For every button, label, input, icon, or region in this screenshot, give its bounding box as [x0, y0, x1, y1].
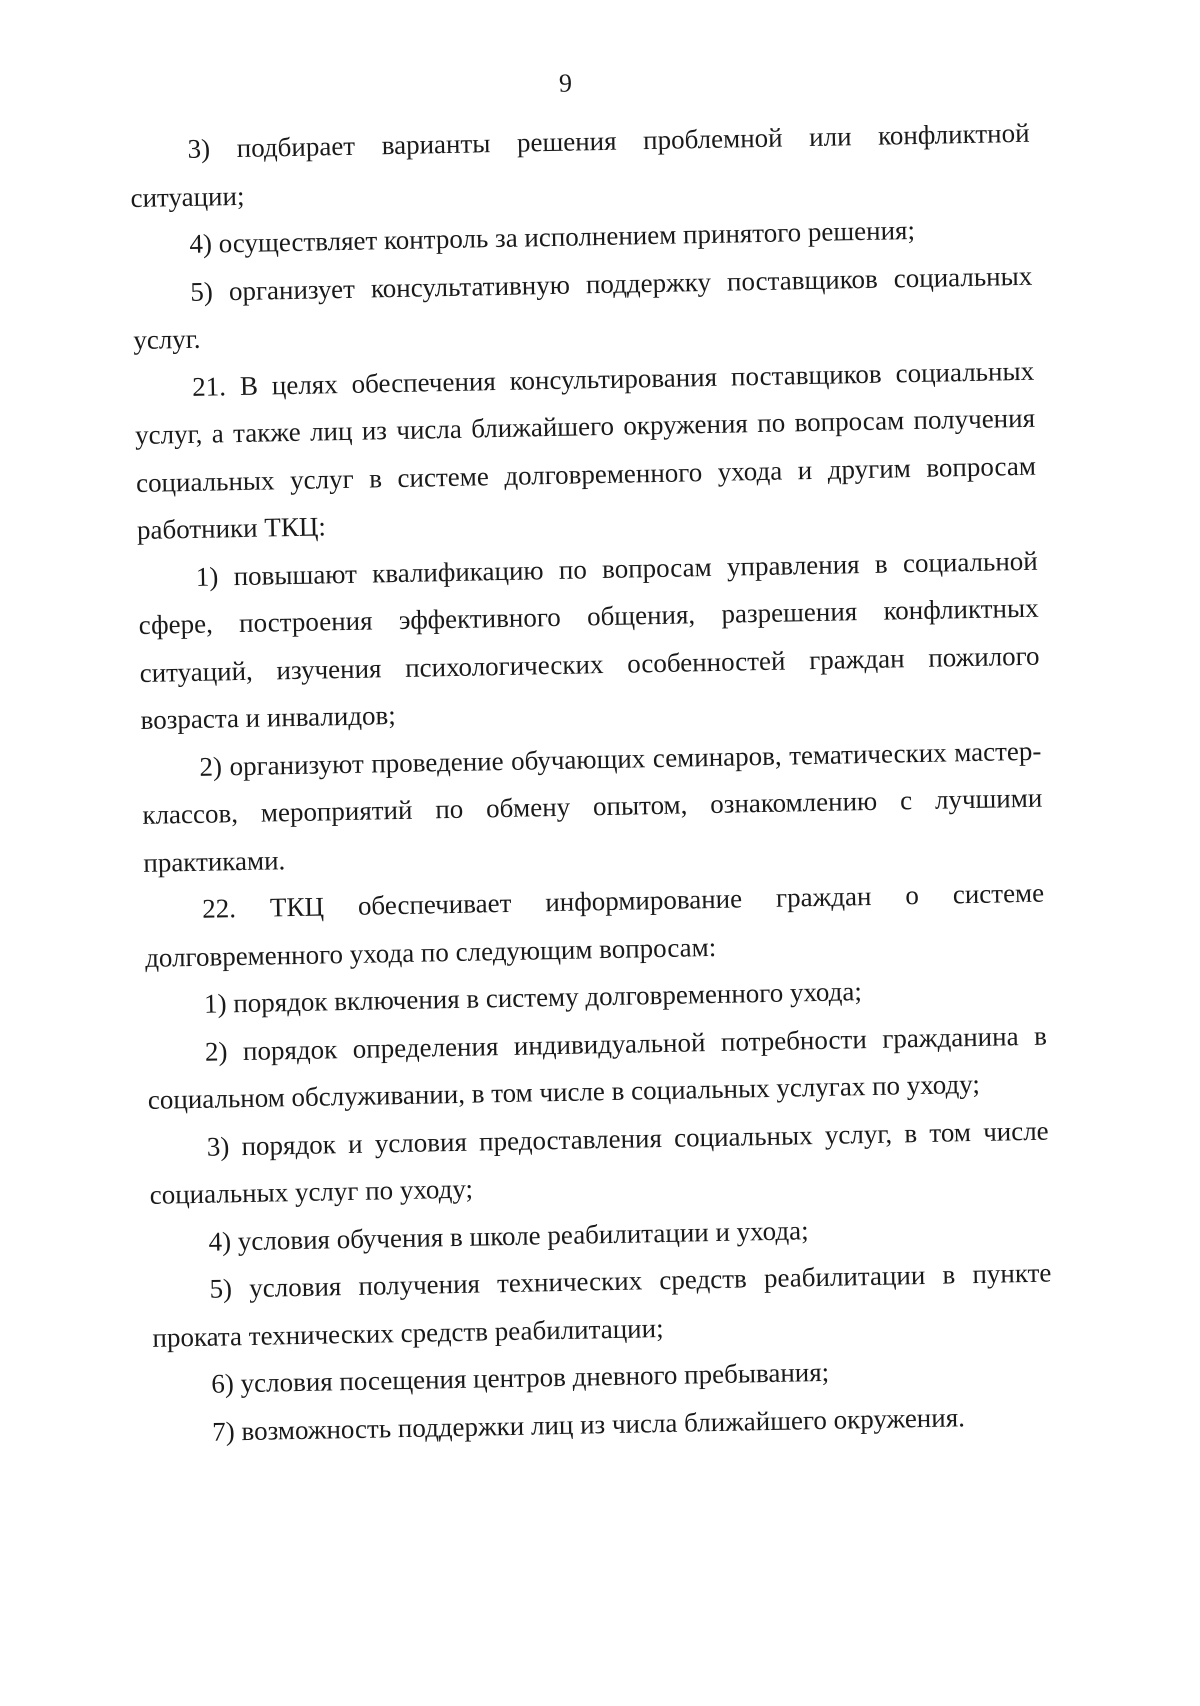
page-number: 9 — [558, 68, 573, 98]
paragraph-item-3: 3) подбирает варианты решения проблемной или конфликтной ситуации; — [130, 117, 1030, 213]
paragraph-clause-22-item-7: 7) возможность поддержки лиц из числа ближайшего окружения. — [211, 1401, 966, 1447]
paragraph-item-5: 5) организует консультативную поддержку поставщиков социальных услуг. — [133, 260, 1033, 356]
paragraph-clause-22-item-1: 1) порядок включения в систему долговременного ухода; — [203, 976, 863, 1019]
document-body — [129, 110, 1054, 1457]
paragraph-clause-21: 21. В целях обеспечения консультирования поставщиков социальных услуг, а также лиц из числа ближайшего окружения по вопросам получения социальных услуг в системе долговременного ухода и другим вопросам работники ТКЦ: — [134, 355, 1037, 545]
paragraph-clause-22-item-6: 6) условия посещения центров дневного пребывания; — [211, 1356, 830, 1399]
paragraph-clause-22: 22. ТКЦ обеспечивает информирование граждан о системе долговременного ухода по следующим вопросам: — [144, 877, 1045, 973]
paragraph-clause-22-item-4: 4) условия обучения в школе реабилитации и ухода; — [208, 1214, 809, 1257]
paragraph-clause-21-item-1: 1) повышают квалификацию по вопросам управления в социальной сфере, построения эффективного общения, разрешения конфликтных ситуаций, изучения психологических особенностей граждан пожилого возраста и инвалидов; — [138, 545, 1040, 735]
paragraph-item-4: 4) осуществляет контроль за исполнением принятого решения; — [189, 214, 916, 259]
paragraph-clause-21-item-2: 2) организуют проведение обучающих семинаров, тематических мастер-классов, мероприятий по обмену опытом, ознакомлению с лучшими практиками. — [142, 735, 1043, 878]
paragraph-clause-22-item-3: 3) порядок и условия предоставления социальных услуг, в том числе социальных услуг по уходу; — [149, 1115, 1049, 1210]
paragraph-clause-22-item-5: 5) условия получения технических средств реабилитации в пункте проката технических средств реабилитации; — [152, 1257, 1052, 1353]
paragraph-clause-22-item-2: 2) порядок определения индивидуальной потребности гражданина в социальном обслуживании, в том числе в социальных услугах по уходу; — [147, 1020, 1048, 1115]
